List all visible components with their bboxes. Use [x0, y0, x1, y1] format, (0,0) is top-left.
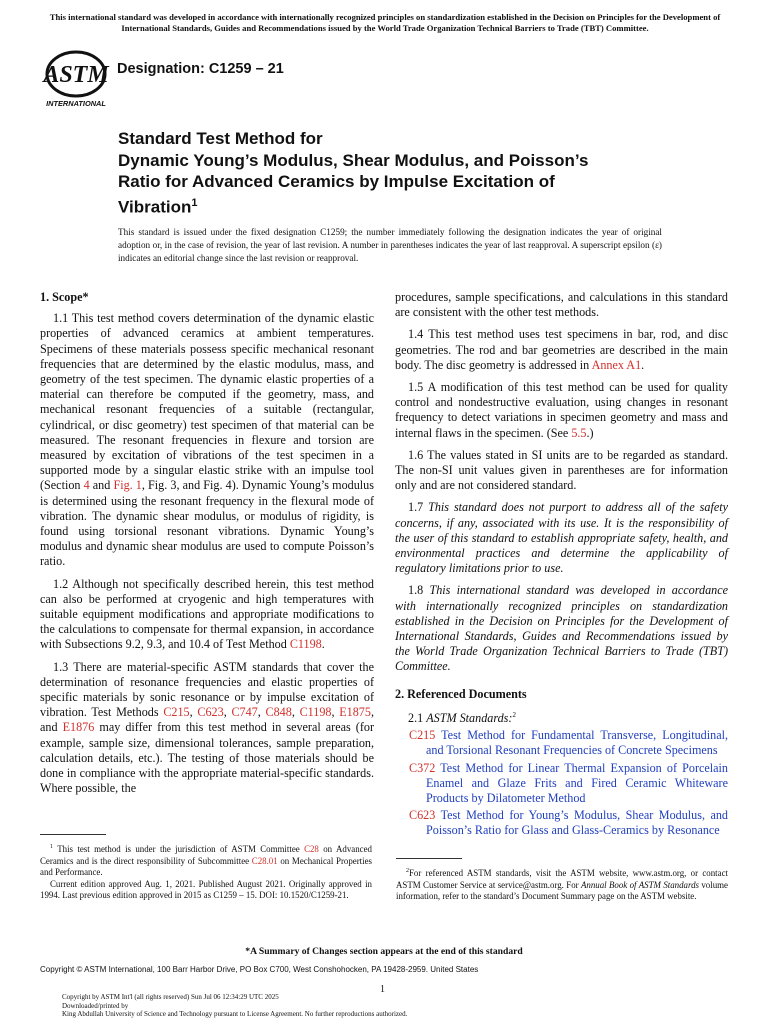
title-line: Vibration$^1$ [118, 196, 198, 217]
c28-01-link[interactable]: C28.01 [251, 855, 278, 866]
astm-logo [40, 48, 112, 110]
footnote-divider [40, 834, 106, 835]
paragraph-1-1: 1.1 This test method covers determination of the dynamic elastic properties of advanced ceramics at ambient temperatures. Specimens of these materials possess specific mechanical resonant frequencies that are determined by the elastic modulus, mass, and geometry of the test specimen. The dynamic elastic properties of a material can therefore be computed if the geometry, mass, and mechanical resonant frequencies of a suitable (rectangular, cylindrical, or disc geometry) test specimen of that material can be measured. The resonant frequencies in flexure and torsion are measured by excitation of vibrations of the test specimen in a supported mode by a singular elastic strike with an impulse tool (Section 4 and Fig. 1, Fig. 3, and Fig. 4). Dynamic Young’s modulus is determined using the resonant frequency in the flexural mode of vibration. The dynamic shear modulus, or modulus of rigidity, is found using torsional resonant vibrations. Dynamic Young’s modulus and dynamic shear modulus are used to compute Poisson’s ratio. [40, 311, 374, 569]
reference-code[interactable]: C215 [409, 728, 436, 743]
fig-1-link[interactable]: Fig. 1 [113, 478, 142, 493]
download-notice: Copyright by ASTM Int'l (all rights reserved) Sun Jul 06 12:34:29 UTC 2025 Downloaded/printed by King Abdullah University of Science and Technology pursuant to License Agreement. No further reproductions authorized. [62, 993, 408, 1019]
top-note: This international standard was developed in accordance with internationally recognized principles on standardization established in the Decision on Principles for the Development of International Standards, Guides and Recommendations issued by the World Trade Organization Technical Barriers to Trade (TBT) Committee. [49, 12, 721, 33]
issue-note: This standard is issued under the fixed designation C1259; the number immediately following the designation indicates the year of original adoption or, in the case of revision, the year of last revision. A number in parentheses indicates the year of last reapproval. A superscript epsilon (ε) indicates an editorial change since the last revision or reapproval. [118, 227, 662, 263]
paragraph-1-3-continued: procedures, sample specifications, and calculations in this standard are consistent with the other test methods. [395, 290, 728, 320]
section-4-link[interactable]: 4 [83, 478, 90, 493]
reference-item: C215 Test Method for Fundamental Transverse, Longitudinal, and Torsional Resonant Frequencies of Concrete Specimens [409, 728, 728, 758]
title-line: Dynamic Young’s Modulus, Shear Modulus, and Poisson’s [118, 150, 589, 170]
paragraph-1-6: 1.6 The values stated in SI units are to be regarded as standard. The non-SI unit values given in parentheses are for information only and are not considered standard. [395, 447, 728, 493]
astm-standards-subheading: 2.1 ASTM Standards:$^2$ [408, 710, 516, 725]
title-line: Standard Test Method for [118, 129, 323, 148]
c747-link[interactable]: C747 [231, 705, 258, 720]
title-footnote-mark: 1 [191, 196, 198, 209]
c848-link[interactable]: C848 [265, 705, 292, 720]
paragraph-1-5: 1.5 A modification of this test method can be used for quality control and nondestructive evaluation, using changes in resonant frequency to detect variations in specimen geometry and mass and internal flaws in the specimen. (See 5.5.) [395, 380, 728, 440]
reference-item: C623 Test Method for Young’s Modulus, Shear Modulus, and Poisson’s Ratio for Glass and Glass-Ceramics by Resonance [409, 808, 728, 838]
right-column [395, 290, 728, 841]
document-title [118, 128, 678, 218]
left-column [40, 290, 374, 804]
c1198-link[interactable]: C1198 [289, 637, 322, 652]
c623-link[interactable]: C623 [197, 705, 224, 720]
c1198-link-2[interactable]: C1198 [299, 705, 332, 720]
footnote-1: $^1$ This test method is under the jurisdiction of ASTM Committee C28 on Advanced Ceramics and is the direct responsibility of Subcommittee C28.01 on Mechanical Properties and Performance. Current edition approved Aug. 1, 2021. Published August 2021. Originally approved in 1994. Last previous edition approved in 2015 as C1259 – 15. DOI: 10.1520/C1259-21. [40, 843, 372, 901]
title-line: Ratio for Advanced Ceramics by Impulse Excitation of [118, 172, 555, 191]
footnote-2: $^2$For referenced ASTM standards, visit the ASTM website, www.astm.org, or contact ASTM Customer Service at service@astm.org. For Annual Book of ASTM Standards volume information, refer to the standard’s Document Summary page on the ASTM website. [396, 867, 728, 902]
section-5-5-link[interactable]: 5.5 [571, 425, 587, 440]
copyright-line: Copyright © ASTM International, 100 Barr Harbor Drive, PO Box C700, West Conshohocken, PA 19428-2959. United States [40, 965, 479, 974]
logo-text: ASTM [43, 62, 109, 88]
paragraph-1-4: 1.4 This test method uses test specimens in bar, rod, and disc geometries. The rod and bar geometries are described in the main body. The disc geometry is addressed in Annex A1. [395, 327, 728, 372]
e1876-link[interactable]: E1876 [62, 720, 95, 735]
section-2-heading: 2. Referenced Documents [395, 686, 527, 701]
reference-code[interactable]: C372 [409, 760, 436, 775]
e1875-link[interactable]: E1875 [339, 705, 371, 720]
paragraph-1-7: 1.7 This standard does not purport to address all of the safety concerns, if any, associated with its use. It is the responsibility of the user of this standard to establish appropriate safety, health, and environmental practices and determine the applicability of regulatory limitations prior to use. [395, 500, 729, 576]
reference-code[interactable]: C623 [409, 808, 436, 823]
section-1-heading: 1. Scope* [40, 290, 89, 304]
designation: Designation: C1259 – 21 [117, 61, 284, 77]
c215-link[interactable]: C215 [163, 705, 190, 720]
logo-subtext: INTERNATIONAL [46, 99, 106, 108]
c28-link[interactable]: C28 [304, 843, 319, 854]
paragraph-1-2: 1.2 Although not specifically described herein, this test method can also be performed at cryogenic and high temperatures with suitable equipment modifications and appropriate modifications to the calculations to compensate for thermal expansion, in accordance with Subsections 9.2, 9.3, and 10.4 of Test Method C1198. [40, 576, 374, 652]
summary-note: *A Summary of Changes section appears at the end of this standard [245, 946, 523, 957]
paragraph-1-8: 1.8 This international standard was developed in accordance with internationally recognized principles on standardization established in the Decision on Principles for the Development of International Standards, Guides and Recommendations issued by the World Trade Organization Technical Barriers to Trade (TBT) Committee. [395, 583, 728, 674]
annex-a1-link[interactable]: Annex A1 [591, 357, 642, 372]
footnote-divider [396, 858, 462, 859]
paragraph-1-3: 1.3 There are material-specific ASTM standards that cover the determination of resonance frequencies and elastic properties of specific materials by sonic resonance or by impulse excitation of vibration. Test Methods C215, C623, C747, C848, C1198, E1875, and E1876 may differ from this test method in several areas (for example, sample size, dimensional tolerances, sample preparation, calculation details, etc.). The testing of those materials should be done in compliance with the appropriate material-specific standards. Where possible, the [40, 659, 374, 796]
reference-item: C372 Test Method for Linear Thermal Expansion of Porcelain Enamel and Glaze Frits and Fired Ceramic Whiteware Products by Dilatometer Method [409, 760, 728, 805]
page-number: 1 [380, 984, 385, 995]
